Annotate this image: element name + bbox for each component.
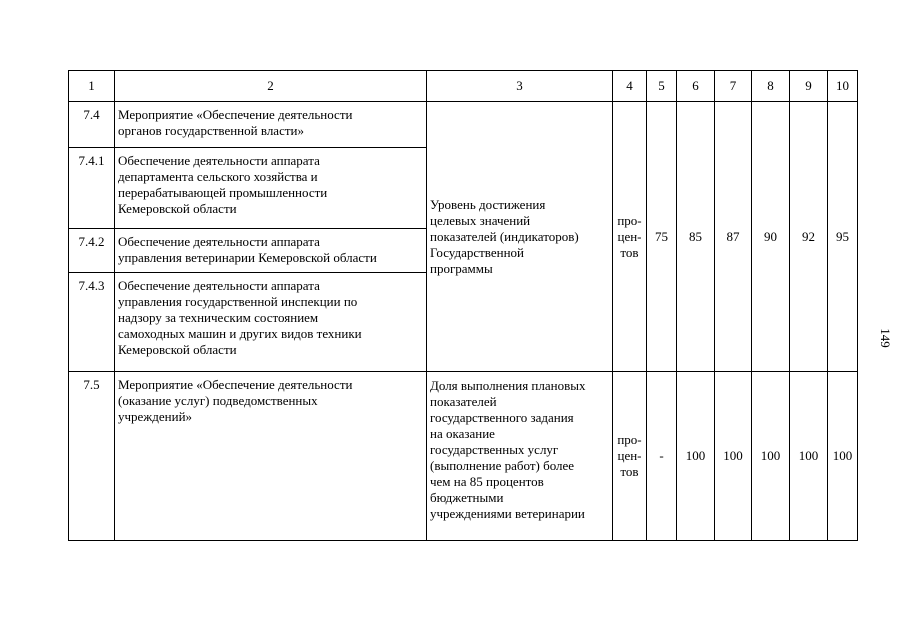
value-cell-col7: 87 <box>715 102 752 372</box>
row-name-line: Кемеровской области <box>118 201 237 216</box>
row-name-line: (оказание услуг) подведомственных <box>118 393 318 408</box>
indicator-line: на оказание <box>430 426 495 441</box>
indicator-line: государственных услуг <box>430 442 559 457</box>
unit-line: про- <box>617 212 642 228</box>
row-name-line: Мероприятие «Обеспечение деятельности <box>118 107 353 122</box>
row-name-line: перерабатывающей промышленности <box>118 185 328 200</box>
unit-line: тов <box>620 244 639 260</box>
value-cell-col8: 100 <box>752 372 790 541</box>
row-name-line: Кемеровской области <box>118 342 237 357</box>
row-name-line: учреждений» <box>118 409 193 424</box>
unit-line: тов <box>620 464 639 479</box>
row-name-line: самоходных машин и других видов техники <box>118 326 362 341</box>
row-name-line: надзору за техническим состоянием <box>118 310 319 325</box>
row-name-line: управления ветеринарии Кемеровской области <box>118 250 377 265</box>
table-row-7-4 <box>69 102 858 148</box>
indicator-line: учреждениями ветеринарии <box>430 506 585 521</box>
row-name-line: Обеспечение деятельности аппарата <box>118 153 320 168</box>
row-name <box>115 102 427 148</box>
value-cell-col6: 85 <box>677 102 715 372</box>
header-cell-2: 2 <box>115 71 427 102</box>
header-cell-1: 1 <box>69 71 115 102</box>
indicator-line: программы <box>430 260 493 276</box>
row-name-line: управления государственной инспекции по <box>118 294 358 309</box>
header-cell-5: 5 <box>647 71 677 102</box>
value-cell-col10: 100 <box>828 372 858 541</box>
row-name-line: департамента сельского хозяйства и <box>118 169 318 184</box>
indicator-line: государственного задания <box>430 410 574 425</box>
value-cell-col8: 90 <box>752 102 790 372</box>
row-name <box>115 229 427 273</box>
value-cell-col7: 100 <box>715 372 752 541</box>
unit-line: цен- <box>617 448 642 463</box>
value-cell-col5: 75 <box>647 102 677 372</box>
header-cell-4: 4 <box>613 71 647 102</box>
row-code: 7.4.3 <box>69 273 115 372</box>
indicator-line: (выполнение работ) более <box>430 458 575 473</box>
row-name <box>115 372 427 541</box>
row-code: 7.5 <box>69 372 115 541</box>
header-row <box>69 71 858 102</box>
value-cell-col6: 100 <box>677 372 715 541</box>
header-cell-10: 10 <box>828 71 858 102</box>
value-cell-col9: 100 <box>790 372 828 541</box>
header-cell-6: 6 <box>677 71 715 102</box>
unit-cell-group-1 <box>613 102 647 372</box>
header-cell-9: 9 <box>790 71 828 102</box>
row-name-line: органов государственной власти» <box>118 123 304 138</box>
row-name <box>115 148 427 229</box>
indicator-line: целевых значений <box>430 212 531 228</box>
row-code: 7.4.1 <box>69 148 115 229</box>
indicator-line: показателей <box>430 394 497 409</box>
row-code: 7.4 <box>69 102 115 148</box>
table-row-7-5 <box>69 372 858 541</box>
unit-line: цен- <box>617 228 642 244</box>
header-cell-8: 8 <box>752 71 790 102</box>
row-name-line: Мероприятие «Обеспечение деятельности <box>118 377 353 392</box>
header-cell-3: 3 <box>427 71 613 102</box>
indicator-cell-group-2 <box>427 372 613 541</box>
indicators-table <box>68 70 858 541</box>
unit-line: про- <box>617 432 642 447</box>
indicator-line: бюджетными <box>430 490 504 505</box>
value-cell-col9: 92 <box>790 102 828 372</box>
page-number: 149 <box>878 328 893 348</box>
indicator-line: чем на 85 процентов <box>430 474 544 489</box>
row-code: 7.4.2 <box>69 229 115 273</box>
indicator-line: Государственной <box>430 244 525 260</box>
indicator-cell-group-1 <box>427 102 613 372</box>
value-cell-col5: - <box>647 372 677 541</box>
indicator-line: показателей (индикаторов) <box>430 228 579 244</box>
header-cell-7: 7 <box>715 71 752 102</box>
value-cell-col10: 95 <box>828 102 858 372</box>
row-name-line: Обеспечение деятельности аппарата <box>118 234 320 249</box>
indicator-line: Уровень достижения <box>430 196 546 212</box>
unit-cell-group-2 <box>613 372 647 541</box>
row-name-line: Обеспечение деятельности аппарата <box>118 278 320 293</box>
row-name <box>115 273 427 372</box>
indicator-line: Доля выполнения плановых <box>430 378 586 393</box>
